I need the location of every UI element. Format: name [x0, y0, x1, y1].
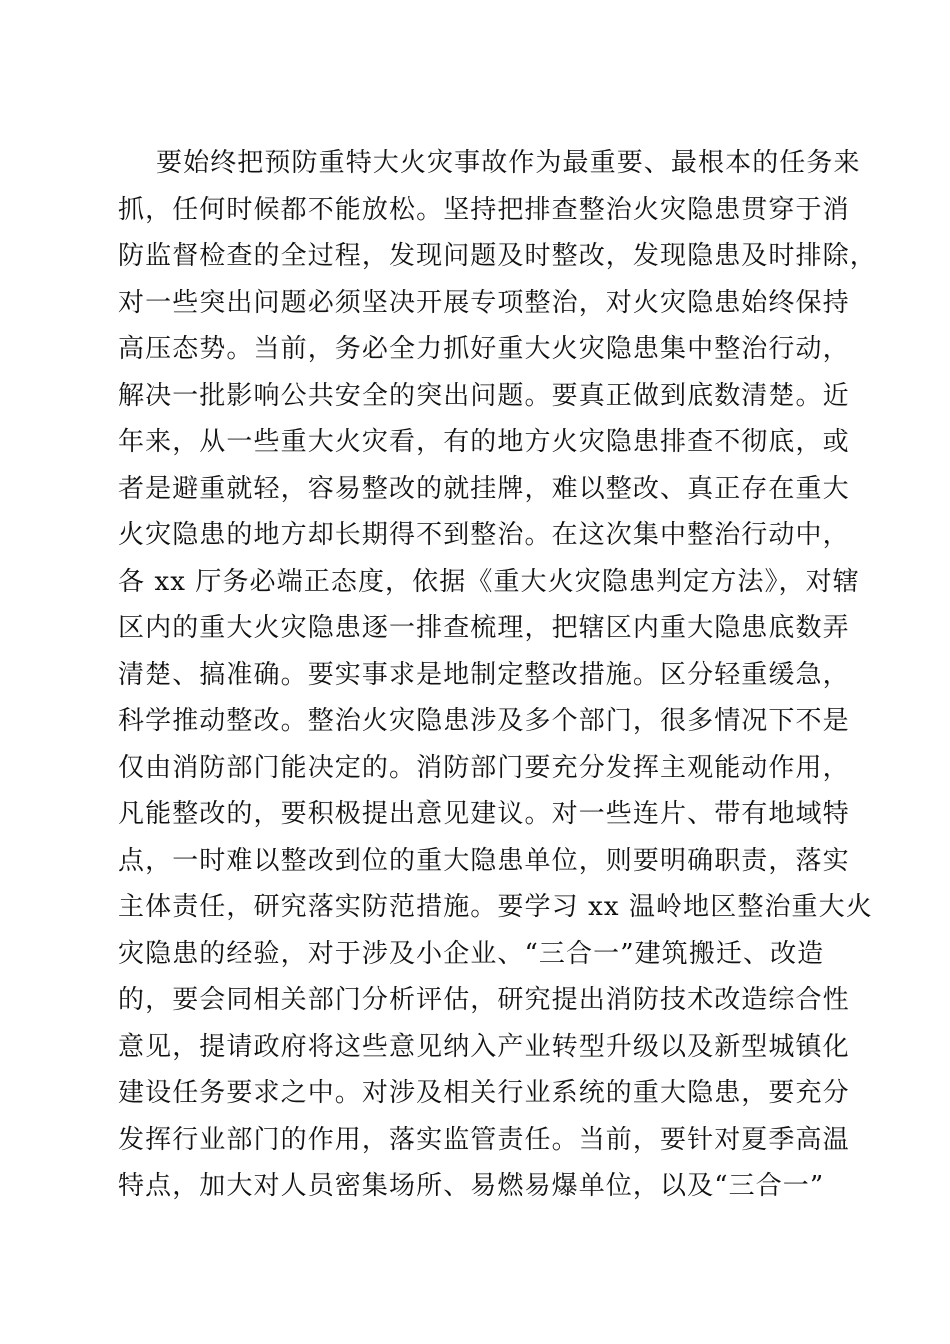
paragraph-line: 灾隐患的经验，对于涉及小企业、“三合一”建筑搬迁、改造 — [118, 938, 825, 969]
paragraph-line: 凡能整改的，要积极提出意见建议。对一些连片、带有地域特 — [118, 799, 850, 829]
paragraph-line: 防监督检查的全过程，发现问题及时整改，发现隐患及时排除， — [118, 241, 877, 271]
paragraph-line: 意见，提请政府将这些意见纳入产业转型升级以及新型城镇化 — [118, 1031, 850, 1062]
paragraph-line: 科学推动整改。整治火灾隐患涉及多个部门，很多情况下不是 — [118, 706, 850, 736]
body-paragraph — [118, 140, 877, 1210]
paragraph-line: 特点，加大对人员密集场所、易燃易爆单位，以及“三合一” — [118, 1171, 825, 1201]
paragraph-line: 年来，从一些重大火灾看，有的地方火灾隐患排查不彻底，或 — [118, 427, 850, 457]
paragraph-line: 清楚、搞准确。要实事求是地制定整改措施。区分轻重缓急， — [118, 659, 850, 690]
paragraph-line: 要始终把预防重特大火灾事故作为最重要、最根本的任务来 — [156, 148, 861, 178]
paragraph-line: 各 xx 厅务必端正态度，依据《重大火灾隐患判定方法》，对辖 — [118, 566, 860, 597]
paragraph-line: 仅由消防部门能决定的。消防部门要充分发挥主观能动作用， — [118, 752, 850, 783]
paragraph-line: 建设任务要求之中。对涉及相关行业系统的重大隐患，要充分 — [118, 1078, 850, 1108]
paragraph-line: 火灾隐患的地方却长期得不到整治。在这次集中整治行动中， — [118, 520, 850, 550]
paragraph-line: 对一些突出问题必须坚决开展专项整治，对火灾隐患始终保持 — [118, 287, 850, 318]
paragraph-line: 点，一时难以整改到位的重大隐患单位，则要明确职责，落实 — [118, 845, 850, 876]
paragraph-line: 高压态势。当前，务必全力抓好重大火灾隐患集中整治行动， — [118, 334, 850, 364]
paragraph-line: 的，要会同相关部门分析评估，研究提出消防技术改造综合性 — [118, 985, 850, 1015]
paragraph-line: 解决一批影响公共安全的突出问题。要真正做到底数清楚。近 — [118, 380, 850, 411]
paragraph-line: 区内的重大火灾隐患逐一排查梳理，把辖区内重大隐患底数弄 — [118, 613, 850, 643]
paragraph-line: 者是避重就轻，容易整改的就挂牌，难以整改、真正存在重大 — [118, 473, 850, 504]
paragraph-line: 发挥行业部门的作用，落实监管责任。当前，要针对夏季高温 — [118, 1124, 850, 1155]
paragraph-line: 抓，任何时候都不能放松。坚持把排查整治火灾隐患贯穿于消 — [118, 194, 850, 225]
paragraph-line: 主体责任，研究落实防范措施。要学习 xx 温岭地区整治重大火 — [118, 892, 873, 922]
